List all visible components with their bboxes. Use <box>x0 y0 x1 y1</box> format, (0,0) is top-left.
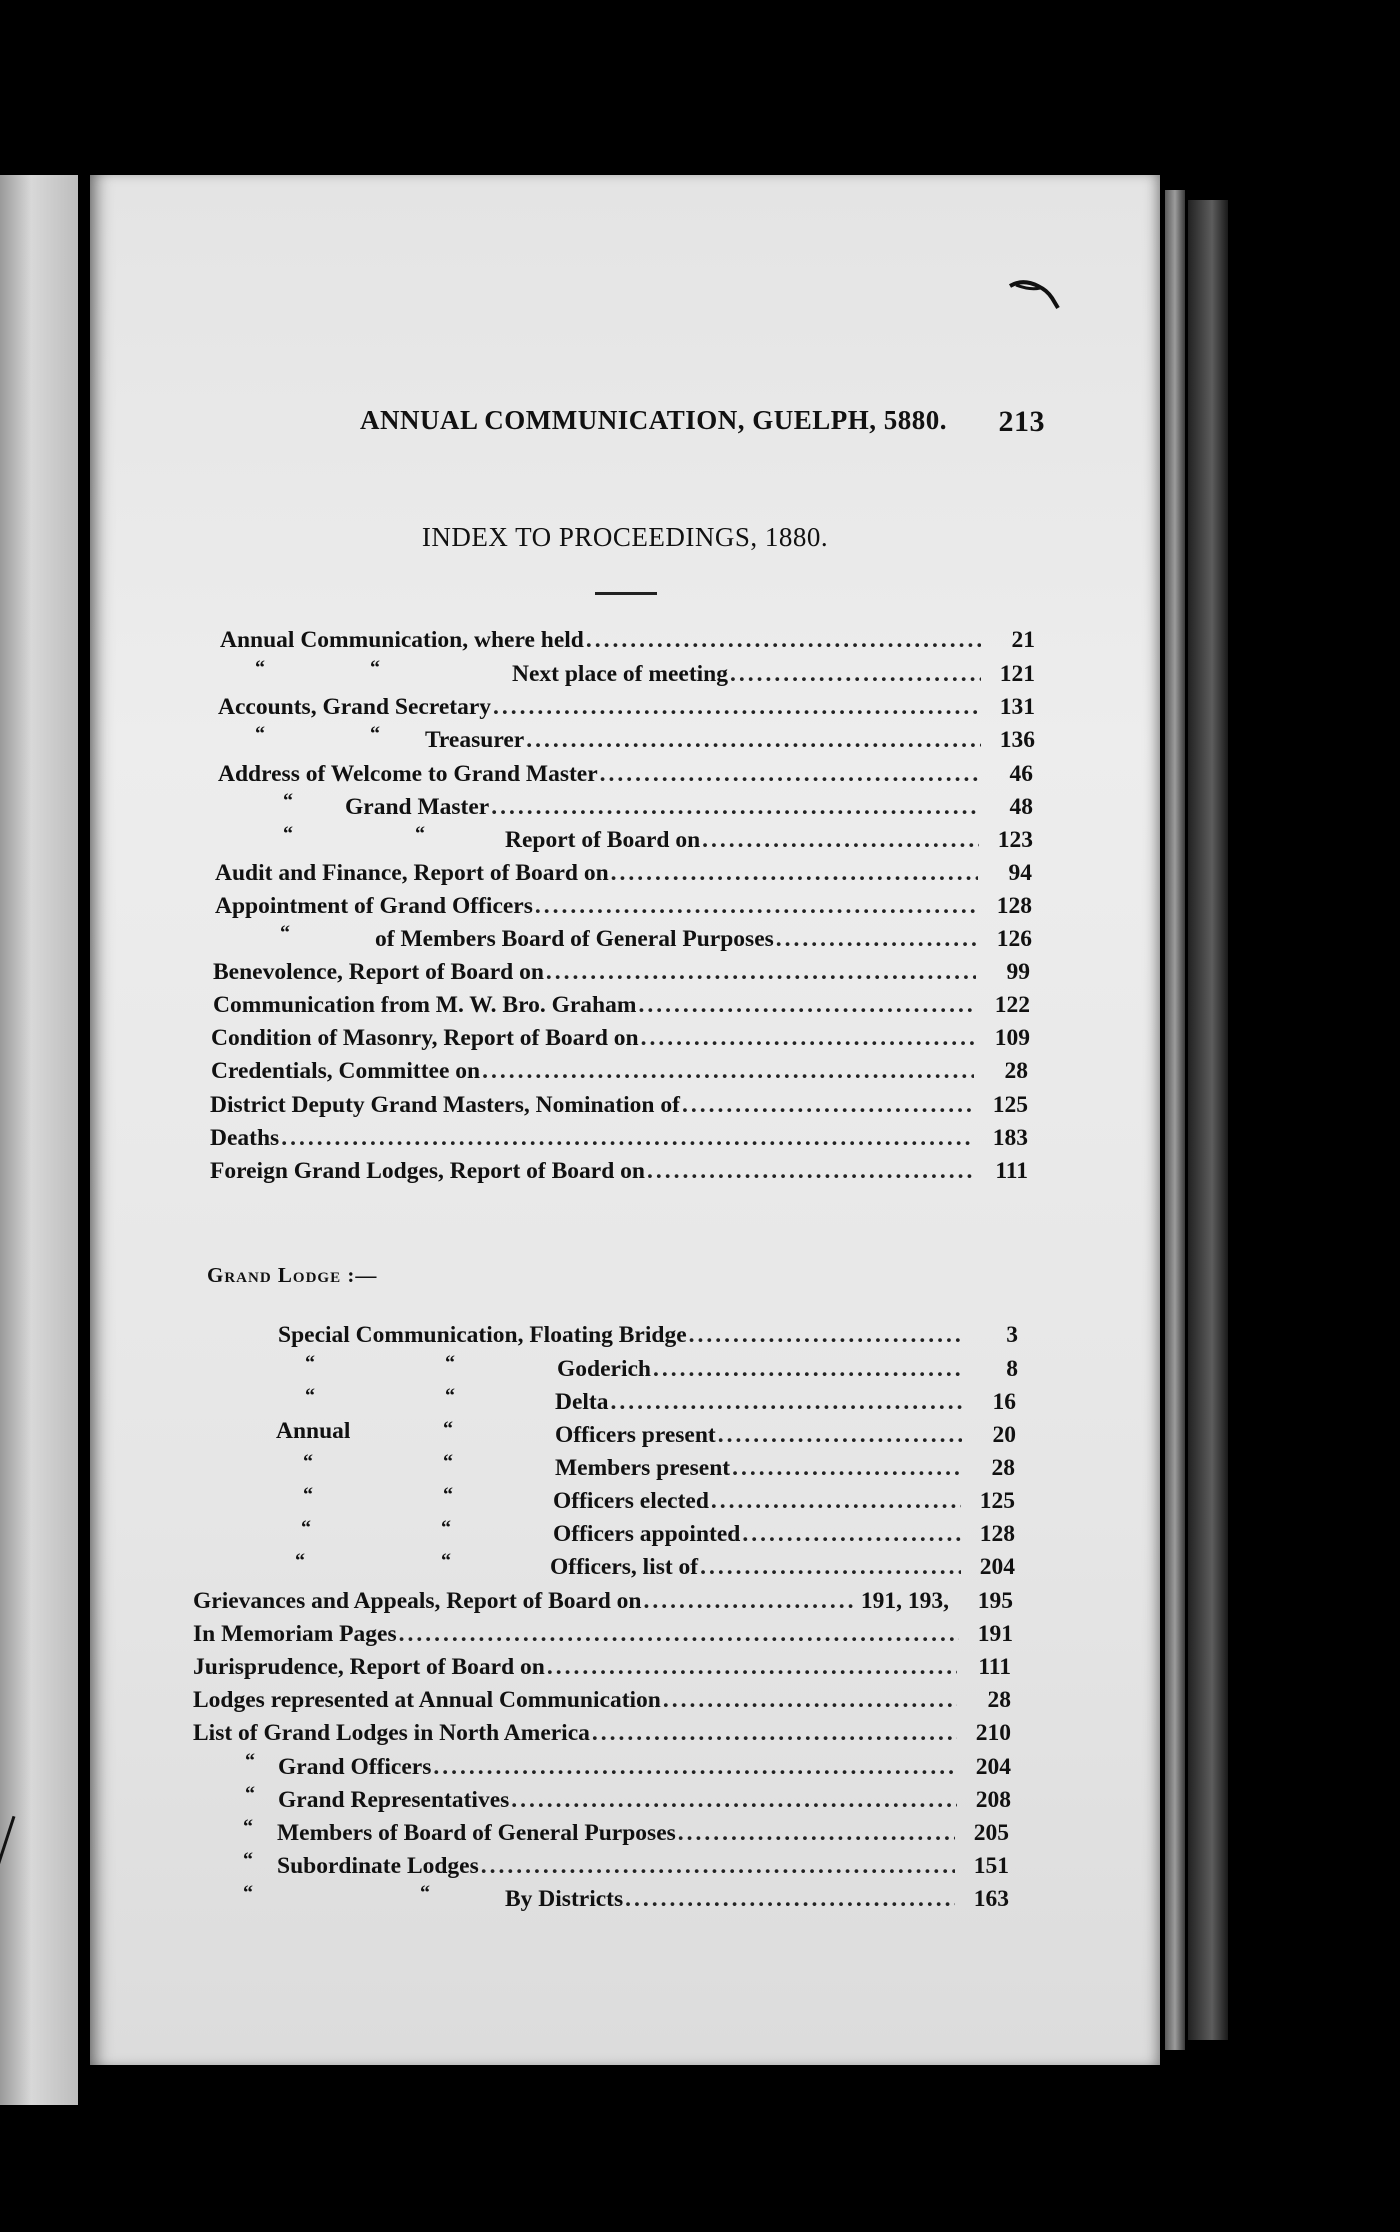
running-title: ANNUAL COMMUNICATION, GUELPH, 5880. <box>360 405 948 435</box>
index-entry: Benevolence, Report of Board on ..... 99 <box>213 959 1030 991</box>
index-entry: Grand Representatives ..... 208 <box>278 1787 1011 1819</box>
ditto-mark: “ <box>420 1882 430 1904</box>
index-entry: Appointment of Grand Officers ..... 128 <box>215 893 1032 925</box>
ditto-mark: “ <box>303 1451 313 1473</box>
ditto-mark: “ <box>370 657 380 679</box>
index-entry: Jurisprudence, Report of Board on ..... 111 <box>193 1654 1011 1686</box>
index-entry: Officers elected ..... 125 <box>553 1488 1015 1520</box>
section-heading: Grand Lodge :— <box>207 1263 378 1287</box>
index-entry: Goderich ..... 8 <box>557 1356 1018 1388</box>
ditto-mark: “ <box>303 1484 313 1506</box>
ditto-mark: “ <box>245 1783 255 1805</box>
index-entry: Officers appointed ..... 128 <box>553 1521 1015 1553</box>
page-edge-right <box>1165 190 1185 2050</box>
ditto-mark: “ <box>295 1550 305 1572</box>
ditto-mark: “ <box>245 1750 255 1772</box>
page-number: 213 <box>998 405 1045 438</box>
ditto-mark: “ <box>445 1385 455 1407</box>
index-entry: Address of Welcome to Grand Master ..... 46 <box>218 761 1033 793</box>
annual-label: Annual <box>276 1418 351 1444</box>
ditto-mark: “ <box>243 1849 253 1871</box>
index-entry: Audit and Finance, Report of Board on ..... 94 <box>215 860 1032 892</box>
index-entry: Grand Master ..... 48 <box>345 794 1033 826</box>
ditto-mark: “ <box>255 657 265 679</box>
index-entry: List of Grand Lodges in North America ..... 210 <box>193 1720 1011 1752</box>
ditto-mark: “ <box>243 1816 253 1838</box>
index-entry: Special Communication, Floating Bridge ..... 3 <box>278 1322 1018 1354</box>
ditto-mark: “ <box>441 1517 451 1539</box>
index-entry: District Deputy Grand Masters, Nomination of ..... 125 <box>210 1092 1028 1124</box>
ditto-mark: “ <box>283 790 293 812</box>
ditto-mark: “ <box>443 1418 453 1440</box>
index-entry: Foreign Grand Lodges, Report of Board on ..... 111 <box>210 1158 1028 1190</box>
index-entry: In Memoriam Pages ..... 191 <box>193 1621 1013 1653</box>
ditto-mark: “ <box>283 823 293 845</box>
title-rule <box>595 592 657 595</box>
index-entry: Deaths ..... 183 <box>210 1125 1028 1157</box>
index-entry: Members of Board of General Purposes ..... 205 <box>277 1820 1009 1852</box>
index-entry: Officers present ..... 20 <box>555 1422 1016 1454</box>
ditto-mark: “ <box>443 1451 453 1473</box>
index-entry: Grand Officers ..... 204 <box>278 1754 1011 1786</box>
index-entry: Treasurer ..... 136 <box>425 727 1035 759</box>
index-title: INDEX TO PROCEEDINGS, 1880. <box>421 522 829 552</box>
book-binding-edge <box>1188 200 1228 2040</box>
ditto-mark: “ <box>415 823 425 845</box>
ditto-mark: “ <box>441 1550 451 1572</box>
ditto-mark: “ <box>305 1352 315 1374</box>
index-entry: Report of Board on ..... 123 <box>505 827 1033 859</box>
index-entry: Accounts, Grand Secretary ..... 131 <box>218 694 1035 726</box>
ditto-mark: “ <box>443 1484 453 1506</box>
ditto-mark: “ <box>301 1517 311 1539</box>
ditto-mark: “ <box>243 1882 253 1904</box>
index-entry: Grievances and Appeals, Report of Board on ..... 191, 193, 195 <box>193 1588 1013 1620</box>
index-entry: By Districts ..... 163 <box>505 1886 1009 1918</box>
ditto-mark: “ <box>305 1385 315 1407</box>
index-entry: Credentials, Committee on ..... 28 <box>211 1058 1028 1090</box>
ink-scribble-mark <box>1008 276 1063 310</box>
running-header <box>360 405 1050 445</box>
ditto-mark: “ <box>280 922 290 944</box>
index-entry: Condition of Masonry, Report of Board on ..... 109 <box>211 1025 1030 1057</box>
ditto-mark: “ <box>255 723 265 745</box>
ditto-mark: “ <box>370 723 380 745</box>
index-entry: Officers, list of ..... 204 <box>550 1554 1015 1586</box>
index-entry: of Members Board of General Purposes ..... 126 <box>375 926 1032 958</box>
index-entry: Lodges represented at Annual Communication ..... 28 <box>193 1687 1011 1719</box>
index-entry: Delta ..... 16 <box>555 1389 1016 1421</box>
index-entry: Annual Communication, where held ..... 21 <box>220 627 1035 659</box>
index-entry: Subordinate Lodges ..... 151 <box>277 1853 1009 1885</box>
index-entry: Next place of meeting ..... 121 <box>512 661 1035 693</box>
ditto-mark: “ <box>445 1352 455 1374</box>
index-entry: Members present ..... 28 <box>555 1455 1015 1487</box>
index-entry: Communication from M. W. Bro. Graham ..... 122 <box>213 992 1030 1024</box>
